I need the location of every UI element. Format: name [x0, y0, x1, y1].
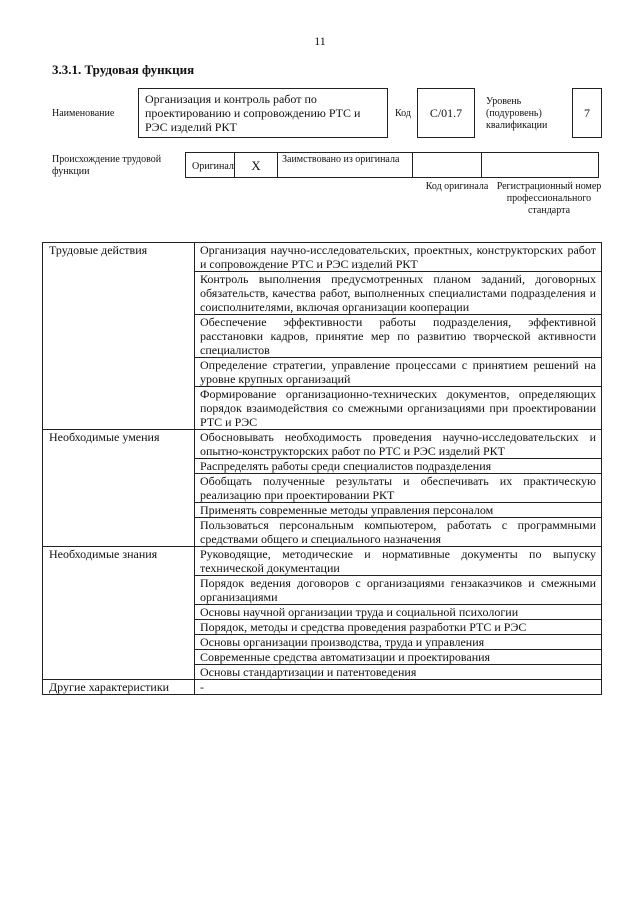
borrowed-label: Заимствовано из оригинала	[277, 152, 413, 178]
level-label: Уровень (подуровень) квалификации	[486, 96, 548, 131]
knowledge-item: Основы организации производства, труда и управления	[195, 635, 602, 650]
skill-item: Обосновывать необходимость проведения научно-исследовательских и опытно-конструкторских работ по РТС и РЭС изделий РКТ	[195, 430, 602, 459]
knowledge-item: Основы научной организации труда и социальной психологии	[195, 605, 602, 620]
original-mark: X	[234, 152, 278, 178]
registration-number-caption: Регистрационный номер профессионального стандарта	[496, 181, 602, 216]
function-details-table	[42, 242, 602, 695]
code-label: Код	[395, 108, 411, 119]
action-item: Обеспечение эффективности работы подразделения, эффективной расстановки кадров, принятие мер по развитию творческой активности специалистов	[195, 315, 602, 358]
function-name-value: Организация и контроль работ по проектированию и сопровождению РТС и РЭС изделий РКТ	[138, 88, 388, 138]
page-number: 11	[314, 34, 326, 48]
action-item: Контроль выполнения предусмотренных планом заданий, договорных обязательств, качества работ, выполненных специалистами подразделения и соисполнителями, включая организации кооперации	[195, 272, 602, 315]
skill-item: Распределять работы среди специалистов подразделения	[195, 459, 602, 474]
skill-item: Обобщать полученные результаты и обеспечивать их практическую реализацию при проектировании РКТ	[195, 474, 602, 503]
skill-item: Пользоваться персональным компьютером, работать с программными средствами общего и специального назначения	[195, 518, 602, 547]
original-label: Оригинал	[185, 152, 235, 178]
actions-label: Трудовые действия	[43, 243, 195, 430]
skill-item: Применять современные методы управления персоналом	[195, 503, 602, 518]
table-row	[43, 430, 602, 459]
table-row	[43, 547, 602, 576]
knowledge-label: Необходимые знания	[43, 547, 195, 680]
origin-label: Происхождение трудовой функции	[52, 154, 162, 177]
name-label: Наименование	[52, 108, 115, 119]
code-original-caption: Код оригинала	[425, 181, 489, 192]
section-title: 3.3.1. Трудовая функция	[52, 62, 195, 77]
table-row	[43, 243, 602, 272]
action-item: Организация научно-исследовательских, проектных, конструкторских работ и сопровождение РТС и РЭС изделий РКТ	[195, 243, 602, 272]
original-code-cell	[412, 152, 482, 178]
registration-number-cell	[481, 152, 599, 178]
other-characteristics-label: Другие характеристики	[43, 680, 195, 695]
knowledge-item: Порядок ведения договоров с организациями гензаказчиков и смежными организациями	[195, 576, 602, 605]
other-characteristics-value: -	[195, 680, 602, 695]
knowledge-item: Основы стандартизации и патентоведения	[195, 665, 602, 680]
function-code-value: C/01.7	[417, 88, 475, 138]
level-value: 7	[572, 88, 602, 138]
action-item: Формирование организационно-технических документов, определяющих порядок взаимодействия со смежными организациями при проектировании РТС и РЭС	[195, 387, 602, 430]
knowledge-item: Руководящие, методические и нормативные документы по выпуску технической документации	[195, 547, 602, 576]
origin-row	[186, 152, 602, 178]
knowledge-item: Порядок, методы и средства проведения разработки РТС и РЭС	[195, 620, 602, 635]
table-row	[43, 680, 602, 695]
skills-label: Необходимые умения	[43, 430, 195, 547]
action-item: Определение стратегии, управление процессами с принятием решений на уровне крупных организаций	[195, 358, 602, 387]
knowledge-item: Современные средства автоматизации и проектирования	[195, 650, 602, 665]
